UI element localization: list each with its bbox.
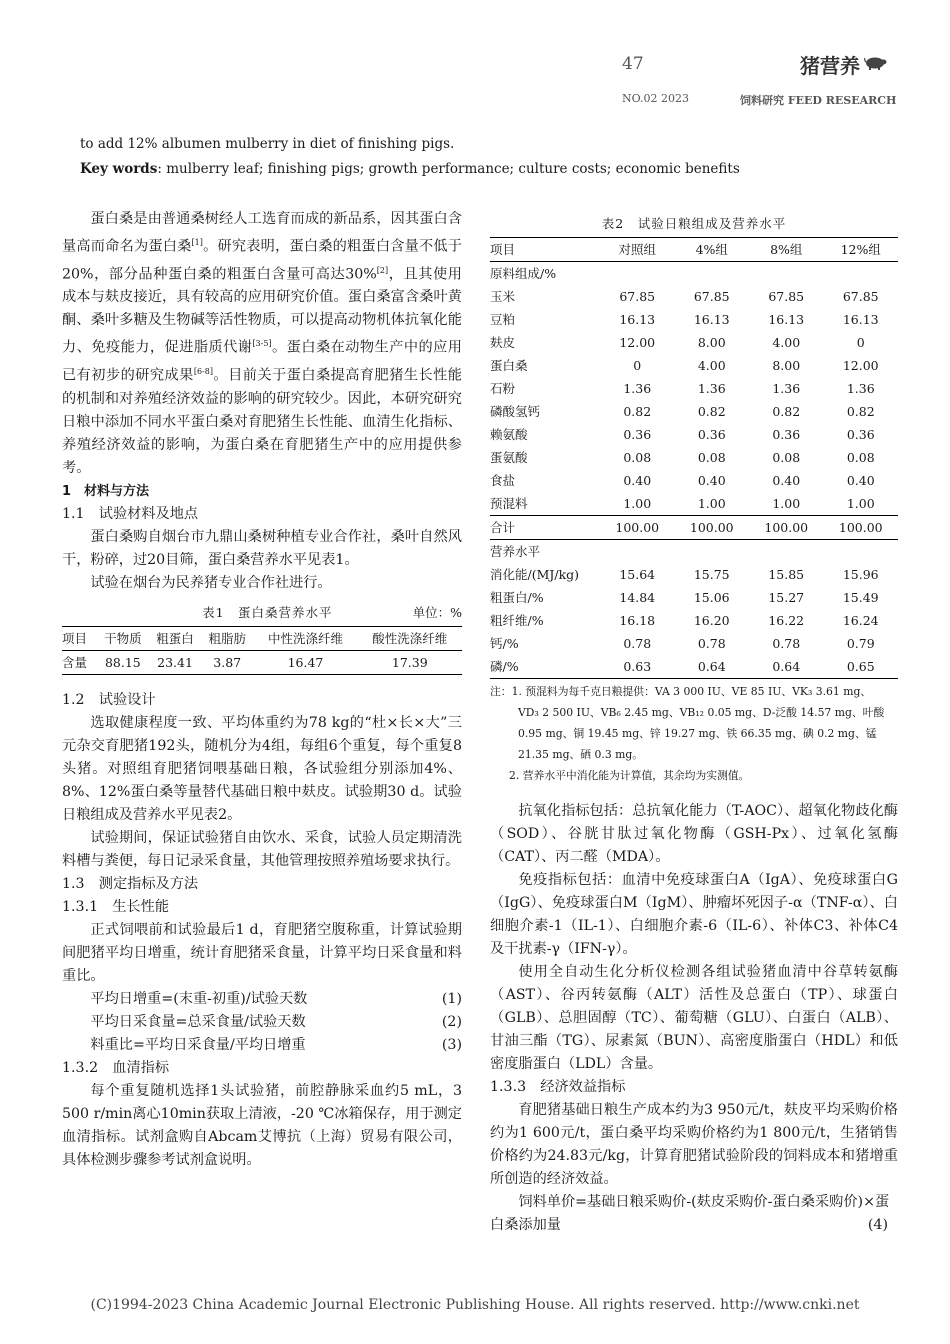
t2-cell: 0.40: [623, 473, 652, 488]
t2-cell: 16.13: [768, 312, 805, 327]
t2-cell: 食盐: [490, 473, 516, 488]
t2-cell: 0.08: [697, 450, 726, 465]
t2-cell: 16.13: [693, 312, 730, 327]
t2-note-line: VD₃ 2 500 IU、VB₆ 2.45 mg、VB₁₂ 0.05 mg、D-泛酸 14.57 mg、叶酸: [518, 706, 885, 719]
table-1: [62, 626, 462, 675]
keywords-label: Key words: [80, 161, 158, 177]
paragraph-1-1b: 试验在烟台为民养猪专业合作社进行。: [90, 574, 332, 591]
t2-cell: 1.36: [772, 381, 801, 396]
t1-cell: 23.41: [157, 654, 193, 670]
t2-cell: 0.08: [772, 450, 801, 465]
t2-cell: 4.00: [697, 358, 726, 373]
table-2-body: [490, 262, 898, 679]
t2-cell: 100.00: [689, 520, 734, 535]
t2-section-label: 营养水平: [490, 544, 541, 559]
heading-1-2: 1.2 试验设计: [62, 691, 156, 708]
section-label: 饲料研究 FEED RESEARCH: [740, 94, 897, 107]
journal-title: 猪营养: [800, 54, 860, 78]
t2-cell: 0.08: [846, 450, 875, 465]
table-2: [490, 237, 898, 679]
t2-cell: 15.75: [693, 567, 730, 582]
t2-cell: 100.00: [838, 520, 883, 535]
t2-cell: 1.00: [623, 496, 652, 511]
t2-cell: 15.64: [619, 567, 656, 582]
t2-header: 对照组: [618, 242, 656, 257]
formula-3: [62, 1034, 462, 1057]
t2-cell: 0.82: [623, 404, 652, 419]
t2-cell: 0.79: [846, 636, 875, 651]
t2-cell: 16.20: [693, 613, 730, 628]
t2-cell: 8.00: [772, 358, 801, 373]
paragraph-1-3-3: 育肥猪基础日粮生产成本约为3 950元/t，麸皮平均采购价格约为1 600元/t，蛋白桑平均采购价格约为1 800元/t，生猪销售价格约为24.83元/kg，计算育肥猪试验阶段的饲料成本和猪增重所创造的经济效益。: [490, 1102, 898, 1187]
formula-1: [62, 988, 462, 1011]
t2-cell: 钙/%: [490, 636, 519, 651]
formula-4-text: 饲料单价=基础日粮采购价-(麸皮采购价-蛋白桑采购价)×蛋白桑添加量: [490, 1194, 890, 1233]
table-2-caption: 表2 试验日粮组成及营养水平: [601, 216, 787, 231]
table-row: [490, 586, 898, 609]
t2-cell: 0.36: [846, 427, 875, 442]
t2-cell: 16.22: [768, 613, 805, 628]
t2-cell: 67.85: [768, 289, 805, 304]
abstract-tail: to add 12% albumen mulberry in diet of finishing pigs.: [80, 136, 455, 152]
t2-cell: 0.78: [623, 636, 652, 651]
t2-cell: 0: [856, 335, 865, 350]
t2-cell: 0.82: [772, 404, 801, 419]
formula-3-text: 料重比=平均日采食量/平均日增重: [90, 1036, 306, 1053]
heading-1-3-2: 1.3.2 血清指标: [62, 1059, 170, 1076]
t2-cell: 8.00: [697, 335, 726, 350]
table-row: [490, 655, 898, 679]
t2-header: 8%组: [770, 242, 803, 257]
keywords-line: [80, 158, 740, 180]
ref-1: [1]: [191, 238, 203, 247]
t2-cell: 0.36: [697, 427, 726, 442]
t2-cell: 15.85: [768, 567, 805, 582]
heading-1-3-3: 1.3.3 经济效益指标: [490, 1079, 626, 1095]
table-row: [490, 516, 898, 540]
table-row: [490, 354, 898, 377]
formula-2-text: 平均日采食量=总采食量/试验天数: [90, 1013, 306, 1030]
t2-cell: 合计: [490, 520, 516, 535]
t1-cell: 17.39: [391, 654, 428, 670]
t2-header: 4%组: [695, 242, 728, 257]
table-row: [490, 609, 898, 632]
pig-logo-icon: [863, 54, 887, 70]
t2-cell: 0.65: [846, 659, 875, 674]
formula-1-text: 平均日增重=(末重-初重)/试验天数: [90, 990, 308, 1007]
t2-cell: 67.85: [693, 289, 730, 304]
t2-cell: 4.00: [772, 335, 801, 350]
t2-cell: 0.08: [623, 450, 652, 465]
page-number: 47: [622, 54, 644, 74]
heading-1-3-1: 1.3.1 生长性能: [62, 898, 170, 915]
t2-cell: 麸皮: [490, 335, 516, 350]
t2-cell: 0.36: [623, 427, 652, 442]
t2-cell: 0.82: [697, 404, 726, 419]
t2-cell: 赖氨酸: [490, 427, 528, 442]
t2-cell: 1.36: [623, 381, 652, 396]
table-2-note: [490, 681, 898, 786]
t2-note-line: 2. 营养水平中消化能为计算值，其余均为实测值。: [509, 769, 750, 782]
t2-cell: 1.00: [697, 496, 726, 511]
copyright-footer: (C)1994-2023 China Academic Journal Electronic Publishing House. All rights reserved. http://www.cnki.net: [90, 1297, 860, 1313]
paragraph-1-3-1: 正式饲喂前和试验最后1 d，育肥猪空腹称重，计算试验期间肥猪平均日增重，统计育肥猪采食量，计算平均日采食量和料重比。: [62, 921, 462, 984]
paragraph-biochem: 使用全自动生化分析仪检测各组试验猪血清中谷草转氨酶（AST）、谷丙转氨酶（ALT）活性及总蛋白（TP）、球蛋白（GLB）、总胆固醇（TC）、葡萄糖（GLU）、白蛋白（ALB）、甘油三酯（TG）、尿素氮（BUN）、高密度脂蛋白（HDL）和低密度脂蛋白（LDL）含量。: [490, 964, 898, 1072]
t2-note-line: 0.95 mg、铜 19.45 mg、锌 19.27 mg、铁 66.35 mg、碘 0.2 mg、锰: [518, 727, 877, 740]
paragraph-immune: 免疫指标包括：血清中免疫球蛋白A（IgA）、免疫球蛋白G（IgG）、免疫球蛋白M（IgM）、肿瘤坏死因子-α（TNF-α）、白细胞介素-1（IL-1）、白细胞介素-6（IL-6）、补体C3、补体C4及干扰素-γ（IFN-γ）。: [490, 872, 898, 957]
formula-2: [62, 1011, 462, 1034]
t1-header: 酸性洗涤纤维: [372, 630, 448, 646]
t2-cell: 100.00: [615, 520, 660, 535]
t2-cell: 15.06: [693, 590, 730, 605]
t2-cell: 豆粕: [490, 312, 516, 327]
formula-2-number: (2): [441, 1013, 462, 1030]
paragraph-1-1a: 蛋白桑购自烟台市九鼎山桑树种植专业合作社，桑叶自然风干，粉碎，过20目筛，蛋白桑营养水平见表1。: [62, 528, 462, 568]
issue-label: NO.02 2023: [622, 92, 689, 105]
t2-cell: 1.36: [846, 381, 875, 396]
t2-cell: 0.36: [772, 427, 801, 442]
t2-cell: 粗蛋白/%: [490, 590, 544, 605]
t2-cell: 0.82: [846, 404, 875, 419]
ref-3: [3-5]: [252, 339, 272, 349]
table-row: [490, 492, 898, 516]
intro-text-e: 。目前关于蛋白桑提高育肥猪生长性能的机制和对养殖经济效益的影响的研究较少。因此，本研究研究日粮中添加不同水平蛋白桑对育肥猪生长性能、血清生化指标、养殖经济效益的影响，为蛋白桑在育肥猪生产中的应用提供参考。: [62, 367, 462, 476]
t2-cell: 0.40: [697, 473, 726, 488]
table-row: [490, 308, 898, 331]
t2-cell: 16.18: [619, 613, 656, 628]
t1-header: 项目: [62, 630, 88, 646]
t2-cell: 消化能/(MJ/kg): [490, 567, 580, 582]
formula-4: [490, 1191, 898, 1237]
formula-3-number: (3): [441, 1036, 462, 1053]
table-row: [490, 446, 898, 469]
t2-cell: 磷酸氢钙: [490, 404, 541, 419]
t1-cell: 16.47: [287, 654, 324, 670]
t2-cell: 12.00: [842, 358, 879, 373]
t2-cell: 预混料: [490, 496, 528, 511]
t2-cell: 0.64: [772, 659, 801, 674]
paragraph-1-2a: 选取健康程度一致、平均体重约为78 kg的“杜×长×大”三元杂交育肥猪192头，随机分为4组，每组6个重复，每个重复8头猪。对照组育肥猪饲喂基础日粮，各试验组分别添加4%、8%、12%蛋白桑等量替代基础日粮中麸皮。试验期30 d。试验日粮组成及营养水平见表2。: [62, 714, 462, 823]
t2-note-line: 注：1. 预混料为每千克日粮提供：VA 3 000 IU、VE 85 IU、VK₃ 3.61 mg、: [490, 685, 872, 698]
table-1-unit: 单位：%: [412, 604, 462, 620]
t2-cell: 1.00: [846, 496, 875, 511]
t2-cell: 15.49: [842, 590, 879, 605]
t2-cell: 16.13: [842, 312, 879, 327]
t2-cell: 15.27: [768, 590, 805, 605]
table-row: [490, 377, 898, 400]
table-row: [490, 563, 898, 586]
t2-cell: 15.96: [842, 567, 879, 582]
intro-text-d: 。蛋白桑在动物生产中的应用已有初步的研究成果: [62, 340, 462, 384]
t1-cell: 含量: [62, 654, 88, 670]
t2-cell: 蛋白桑: [490, 358, 528, 373]
ref-2: [2]: [376, 265, 389, 275]
t2-cell: 14.84: [619, 590, 656, 605]
t2-cell: 0: [633, 358, 642, 373]
table-row: [490, 400, 898, 423]
t1-header: 粗蛋白: [156, 630, 194, 646]
t2-section-label: 原料组成/%: [490, 266, 557, 281]
ref-4: [6-8]: [193, 367, 213, 377]
t2-cell: 玉米: [490, 289, 516, 304]
table-row: [490, 285, 898, 308]
t2-cell: 1.00: [772, 496, 801, 511]
t2-cell: 12.00: [619, 335, 656, 350]
t2-cell: 16.13: [619, 312, 656, 327]
t2-cell: 67.85: [619, 289, 656, 304]
table-row: [490, 423, 898, 446]
intro-text-b: 。研究表明，蛋白桑的粗蛋白含量不低于20%，部分品种蛋白桑的粗蛋白含量可高达30%: [62, 238, 462, 283]
t1-header: 干物质: [104, 630, 142, 646]
t2-note-line: 21.35 mg、硒 0.3 mg。: [518, 748, 644, 761]
table-1-caption-row: [62, 601, 462, 624]
t2-cell: 100.00: [764, 520, 809, 535]
table-section-row: [490, 262, 898, 286]
heading-1: 1 材料与方法: [62, 483, 150, 499]
t2-cell: 蛋氨酸: [490, 450, 528, 465]
t2-cell: 0.64: [697, 659, 726, 674]
t2-cell: 67.85: [842, 289, 879, 304]
t2-cell: 0.78: [697, 636, 726, 651]
t2-header: 12%组: [840, 242, 881, 257]
intro-paragraph: [62, 208, 462, 480]
table-row: [490, 469, 898, 492]
heading-1-3: 1.3 测定指标及方法: [62, 875, 199, 892]
table-row: [490, 331, 898, 354]
table-row: [490, 632, 898, 655]
t2-cell: 0.63: [623, 659, 652, 674]
heading-1-1: 1.1 试验材料及地点: [62, 505, 199, 522]
t2-cell: 1.36: [697, 381, 726, 396]
intro-text-c: ，且其使用成本与麸皮接近，具有较高的应用研究价值。蛋白桑富含桑叶黄酮、桑叶多糖及生物碱等活性物质，可以提高动物机体抗氧化能力、免疫能力，促进脂质代谢: [62, 266, 462, 357]
t1-header: 粗脂肪: [208, 630, 246, 646]
paragraph-1-2b: 试验期间，保证试验猪自由饮水、采食，试验人员定期清洗料槽与粪便，每日记录采食量，其他管理按照养殖场要求执行。: [62, 829, 462, 869]
t2-cell: 0.40: [846, 473, 875, 488]
left-column: [62, 208, 462, 1172]
keywords-text: : mulberry leaf; finishing pigs; growth performance; culture costs; economic benefits: [157, 161, 740, 177]
paragraph-1-3-2: 每个重复随机选择1头试验猪，前腔静脉采血约5 mL，3 500 r/min离心10min获取上清液，-20 ℃冰箱保存，用于测定血清指标。试剂盒购自Abcam艾博抗（上海）贸易有限公司，具体检测步骤参考试剂盒说明。: [62, 1082, 462, 1168]
paragraph-antioxidant: 抗氧化指标包括：总抗氧化能力（T-AOC）、超氧化物歧化酶（SOD）、谷胱甘肽过氧化物酶（GSH-Px）、过氧化氢酶（CAT）、丙二醛（MDA）。: [490, 803, 898, 865]
t2-cell: 磷/%: [490, 659, 519, 674]
t2-cell: 石粉: [490, 381, 516, 396]
t2-header: 项目: [490, 242, 516, 257]
t2-cell: 0.40: [772, 473, 801, 488]
t1-cell: 3.87: [213, 654, 242, 670]
intro-text-a: 蛋白桑是由普通桑树经人工选育而成的新品系，因其蛋白含量高而命名为蛋白桑: [62, 211, 462, 255]
t2-cell: 粗纤维/%: [490, 613, 544, 628]
formula-1-number: (1): [441, 990, 462, 1007]
t2-cell: 0.78: [772, 636, 801, 651]
t2-cell: 16.24: [842, 613, 879, 628]
table-1-caption: 表1 蛋白桑营养水平: [202, 604, 333, 620]
t1-cell: 88.15: [104, 654, 141, 670]
right-column: [490, 208, 898, 1237]
table-section-row: [490, 540, 898, 564]
t1-header: 中性洗涤纤维: [267, 630, 343, 646]
formula-4-number: (4): [867, 1217, 888, 1233]
